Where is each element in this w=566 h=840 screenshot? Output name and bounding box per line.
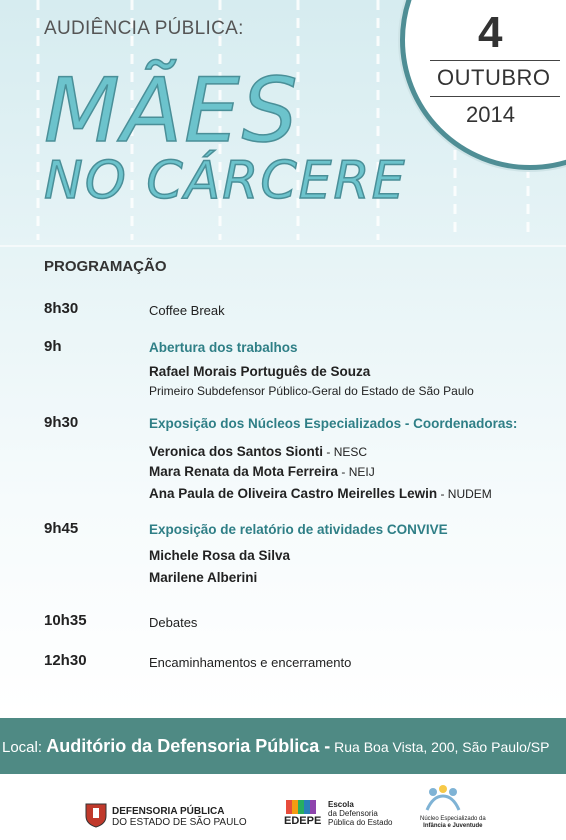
item-encerramento: Encaminhamentos e encerramento bbox=[149, 655, 352, 670]
item-convive: Exposição de relatório de atividades CONVIVE bbox=[149, 522, 448, 537]
date-day: 4 bbox=[478, 8, 503, 57]
coordinator-row bbox=[149, 444, 367, 459]
defensoria-logo-icon bbox=[84, 800, 108, 828]
date-divider-bottom bbox=[430, 96, 560, 97]
event-type: AUDIÊNCIA PÚBLICA: bbox=[44, 18, 244, 39]
location-prefix: Local: bbox=[2, 739, 47, 756]
title-line-1: MÃES bbox=[44, 59, 300, 162]
time-1035: 10h35 bbox=[44, 612, 87, 629]
edepe-logo-icon bbox=[286, 800, 316, 814]
location-address: Rua Boa Vista, 200, São Paulo/SP bbox=[330, 739, 550, 755]
edepe-logo-mark: EDEPE bbox=[284, 815, 322, 827]
coordinator-tag: - NESC bbox=[323, 445, 368, 459]
infancia-logo-text: Núcleo Especializado da Infância e Juventude bbox=[420, 816, 486, 829]
coordinator-name: Ana Paula de Oliveira Castro Meirelles Lewin bbox=[149, 486, 438, 501]
coordinator-tag: - NUDEM bbox=[437, 487, 492, 501]
speaker-role: Primeiro Subdefensor Público-Geral do Estado de São Paulo bbox=[149, 384, 474, 398]
coordinator-name: Veronica dos Santos Sionti bbox=[149, 444, 324, 459]
item-coffee: Coffee Break bbox=[149, 303, 225, 318]
time-1230: 12h30 bbox=[44, 652, 87, 669]
speaker-name: Rafael Morais Português de Souza bbox=[149, 364, 371, 379]
date-divider-top bbox=[430, 60, 560, 61]
date-year: 2014 bbox=[466, 102, 515, 127]
item-abertura: Abertura dos trabalhos bbox=[149, 340, 298, 355]
coordinator-name: Mara Renata da Mota Ferreira bbox=[149, 464, 339, 479]
edepe-logo-text: Escola da Defensoria Pública do Estado bbox=[328, 800, 393, 827]
coordinator-row bbox=[149, 464, 375, 479]
convive-speaker: Marilene Alberini bbox=[149, 570, 258, 585]
location-venue: Auditório da Defensoria Pública - bbox=[46, 736, 331, 756]
defensoria-logo-text: DEFENSORIA PÚBLICA DO ESTADO DE SÃO PAULO bbox=[112, 806, 247, 828]
item-debates: Debates bbox=[149, 615, 198, 630]
coordinator-row bbox=[149, 486, 492, 501]
time-09: 9h bbox=[44, 338, 62, 355]
time-0830: 8h30 bbox=[44, 300, 79, 317]
infancia-logo-icon bbox=[425, 784, 461, 814]
time-0945: 9h45 bbox=[44, 520, 79, 537]
program-heading: PROGRAMAÇÃO bbox=[44, 258, 167, 275]
item-nucleos: Exposição dos Núcleos Especializados - Coordenadoras: bbox=[149, 416, 518, 431]
location-text bbox=[2, 736, 549, 757]
date-month: OUTUBRO bbox=[437, 65, 551, 90]
coordinator-tag: - NEIJ bbox=[338, 465, 375, 479]
title-line-2: NO CÁRCERE bbox=[44, 151, 407, 211]
time-0930: 9h30 bbox=[44, 414, 79, 431]
convive-speaker: Michele Rosa da Silva bbox=[149, 548, 291, 563]
